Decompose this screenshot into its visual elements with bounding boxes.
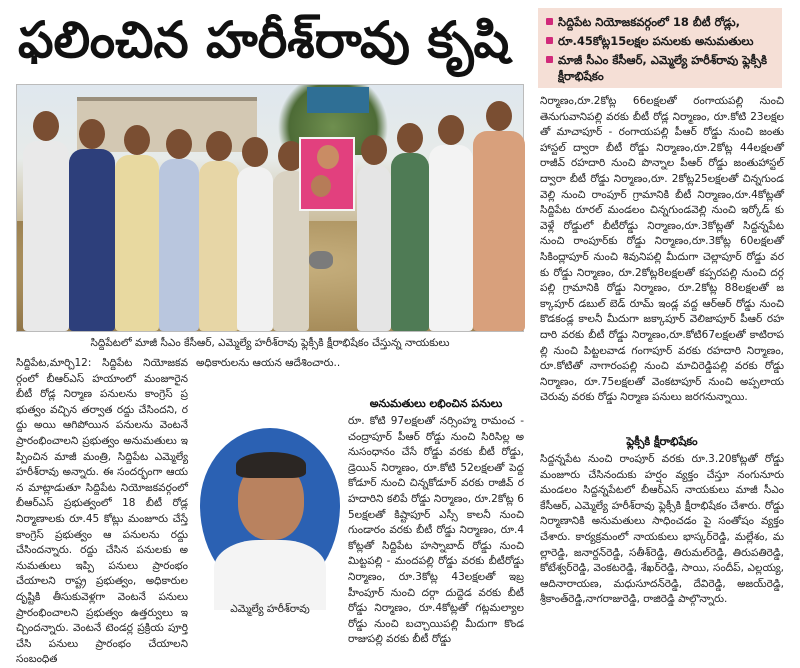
photo-caption: సిద్దిపేటలో మాజీ సీఎం కేసీఆర్, ఎమ్మెల్యే హరీశ్‌రావు ఫ్లెక్సీకి క్షీరాభిషేకం చేస్తున్న నాయకులు — [90, 337, 450, 349]
photo-person — [199, 161, 239, 331]
photo-person — [115, 155, 159, 331]
article-body-right: నిర్మాణం,రూ.2కోట్ల 66లక్షలతో రంగాయపల్లి నుంచి తెనుగువానిపల్లి వరకు బీటీ రోడ్ల నిర్మాణం, రూ.కోటి 23లక్షలతో మాచాపూర్ - రంగాయపల్లి పీఆర్ రోడ్డు నుంచి జంతు హాస్టల్ ద్వారా బీటీ రోడ్డు నిర్మాణం,రూ.2కోట్ల 44లక్షలతో రాజీవ్ రహదారి నుంచి పొన్నాల పీఆర్ రోడ్డు జంతుహాస్టల్ ద్వారా బీటీ రోడ్డు నిర్మాణం,రూ. 2కోట్ల25లక్షలతో చిన్నగుండవెల్లి నుంచి రాంపూర్ గ్రామానికి బీటీ నిర్మాణం,రూ.4కోట్లతో సిద్దిపేట రూరల్ మండలం చిన్నగుండవెల్లి నుంచి ఇర్కోడ్ కు వెళ్లే రోడ్డులో బీటీరోడ్డు నిర్మాణం,రూ.3కోట్లతో సిద్దన్నపేట నుంచి రాంపూర్‌కు రోడ్డు నిర్మాణం,రూ.3కోట్ల 60లక్షలతో సికింద్లాపూర్ నుంచి శివునిపల్లి మీదుగా చెల్లాపూర్ రోడ్డు వరకు రోడ్డు నిర్మాణం, రూ.2కోట్ల8లక్షలతో కప్పరపల్లి నుంచి దర్గపల్లి గ్రామానికి రోడ్డు నిర్మాణం, రూ.2కోట్ల 88లక్షలతో జక్కాపూర్ డబుల్ బెడ్ రూమ్ ఇండ్ల వద్ద ఆర్ఆర్ రోడ్డు నుంచి కొడకండ్ల కాలనీ మీదుగా జక్కాపూర్ వెలిజాపూర్ పీఆర్ రహదారి వరకు బీటీ రోడ్డు నిర్మాణం,రూ.కోటి67లక్షలతో కాటిరాపల్లి నుంచి పిట్టలవాడ గంగాపూర్ వరకు రహదారి నిర్మాణం,రూ.కోటితో నాగారంపల్లి నుంచి మాచిరెడ్డిపల్లి వరకు రోడ్డు నిర్మాణం, రూ.75లక్షలతో వెంకటాపూర్ నుంచి అప్పలాయచెరువు వరకు రోడ్డు నిర్మాణ పనులు జరగనున్నాయి. — [540, 95, 784, 404]
photo-person — [473, 131, 525, 331]
highlight-item: రూ.45కోట్ల15లక్షల పనులకు అనుమతులు — [546, 33, 774, 49]
article-body-right-2: సిద్దన్నపేట నుంచి రాంపూర్ వరకు రూ.3.20కోట్లతో రోడ్డు మంజూరు చేసినందుకు హర్షం వ్యక్తం చేస్తూ నంగునూరు మండలం సిద్దన్నపేటలో బీఆర్‌ఎస్ నాయకులు మాజీ సీఎం కేసీఆర్, ఎమ్మెల్యే హరీశ్‌రావు ఫ్లెక్సీకి క్షీరాభిషేకం చేశారు. రోడ్డు నిర్మాణానికి అనుమతులు సాధించడం పై సంతోషం వ్యక్తం చేశారు. కార్యక్రమంలో నాయకులు భాస్కర్‌రెడ్డి, మల్లేశం, మల్లారెడ్డి, జనార్దన్‌రెడ్డి, సతీశ్‌రెడ్డి, తిరుమల్‌రెడ్డి, తిరుపతిరెడ్డి, కోటేశ్వర్‌రెడ్డి, వెంకటరెడ్డి, శేఖర్‌రెడ్డి, సాయి, సందీప్, ఎల్లయ్య, ఆదినారాయణ, మధుసూదన్‌రెడ్డి, దేవిరెడ్డి, అజయ్‌రెడ్డి, శ్రీకాంత్‌రెడ్డి,నాగరాజురెడ్డి, రాజిరెడ్డి పాల్గొన్నారు. — [540, 453, 784, 606]
highlight-item: మాజీ సీఎం కేసీఆర్, ఎమ్మెల్యే హరీశ్‌రావు ఫ్లెక్సీకి క్షీరాభిషేకం — [546, 52, 774, 84]
mla-portrait — [200, 428, 340, 596]
news-photo — [16, 84, 524, 332]
photo-poster — [299, 137, 355, 211]
photo-person — [391, 153, 429, 331]
photo-person — [69, 149, 115, 331]
photo-person — [23, 141, 69, 331]
photo-person — [237, 167, 273, 331]
article-body-mid-top: అధికారులను ఆయన ఆదేశించారు.. — [196, 357, 341, 369]
article-body-left: సిద్దిపేట,మార్చి12: సిద్దిపేట నియోజకవర్గంలో బీఆర్‌ఎస్ హయాంలో మంజూరైన బీటీ రోడ్ల నిర్మాణ పనులను కాంగ్రెస్ ప్రభుత్వం వచ్చిన తర్వాత రద్దు చేసిందని, రద్దు అయి ఆగిపోయిన పనులను వెంటనే ప్రారంభించాలని ప్రభుత్వం అనుమతులు ఇప్పించిన మాజీ మంత్రి, సిద్దిపేట ఎమ్మెల్యే హరీశ్‌రావు అన్నారు. ఈ సందర్భంగా ఆయన మాట్లాడుతూ సిద్దిపేట నియోజకవర్గంలో బీఆర్‌ఎస్ ప్రభుత్వంలో 18 బీటీ రోడ్ల నిర్మాణాలకు రూ.45 కోట్లు మంజూరు చేస్తే కాంగ్రెస్ ప్రభుత్వం ఆ పనులను రద్దు చేసిందన్నారు. రద్దు చేసిన పనులకు అనుమతులు ఇప్పి పనులు ప్రారంభం చేయాలని రాష్ట్ర ప్రభుత్వం, అధికారుల దృష్టికి తీసుకువెళ్లగా వెంటనే పనులు ప్రారంభించాలని ప్రభుత్వం ఉత్తర్వులు ఇచ్చిందన్నారు. వెంటనే టెండర్ల ప్రక్రియ పూర్తి చేసి పనులు ప్రారంభం చేయాలని సంబంధిత — [16, 357, 188, 666]
photo-board — [307, 87, 369, 113]
photo-person — [357, 165, 391, 331]
highlights-box — [538, 8, 782, 88]
headline: ఫలించిన హరీశ్‌రావు కృషి — [18, 11, 510, 69]
photo-person — [159, 159, 199, 331]
abhishekam-heading: ఫ్లెక్సీకి క్షీరాభిషేకం — [626, 435, 698, 448]
permissions-heading: అనుమతులు లభించిన పనులు — [369, 397, 503, 410]
highlight-item: సిద్దిపేట నియోజకవర్గంలో 18 బీటీ రోడ్లు, — [546, 14, 774, 30]
portrait-caption: ఎమ్మెల్యే హరీశ్‌రావు — [230, 603, 310, 615]
photo-pot — [309, 251, 333, 269]
photo-person — [429, 145, 473, 331]
article-body-mid: రూ. కోటి 97లక్షలతో నర్సింహ్మ రామంచ - చంద్రాపూర్ పీఆర్ రోడ్డు నుంచి సిరిసిల్ల అనుసంధానం చేసే రోడ్డు వరకు బీటీ రోడ్డు, డ్రెయిన్ నిర్మాణం, రూ.కోటి 52లక్షలతో పెద్దకోడూర్ నుంచి చిన్నకోడూర్ వరకు రాజీవ్ రహదారిని కలిపే రోడ్డు నిర్మాణం, రూ.2కోట్ల 65లక్షలతో కిష్టాపూర్ ఎస్సీ కాలనీ నుంచి గుండారం వరకు బీటీ రోడ్డు నిర్మాణం, రూ.4కోట్లతో సిద్దిపేట హస్నాబాద్ రోడ్డు నుంచి మిట్టపల్లి - మందపల్లి రోడ్డు వరకు బీటీరోడ్డు నిర్మాణం, రూ.3కోట్ల 43లక్షలతో ఇబ్రహీంపూర్ నుంచి దర్గా దుద్దెడ వరకు బీటీ రోడ్డు నిర్మాణం, రూ.4కోట్లతో గట్లమల్యాల రోడ్డు నుంచి బచ్చాయిపల్లి మీదుగా కొండరాజుపల్లి వరకు బీటీ రోడ్డు — [348, 415, 524, 646]
